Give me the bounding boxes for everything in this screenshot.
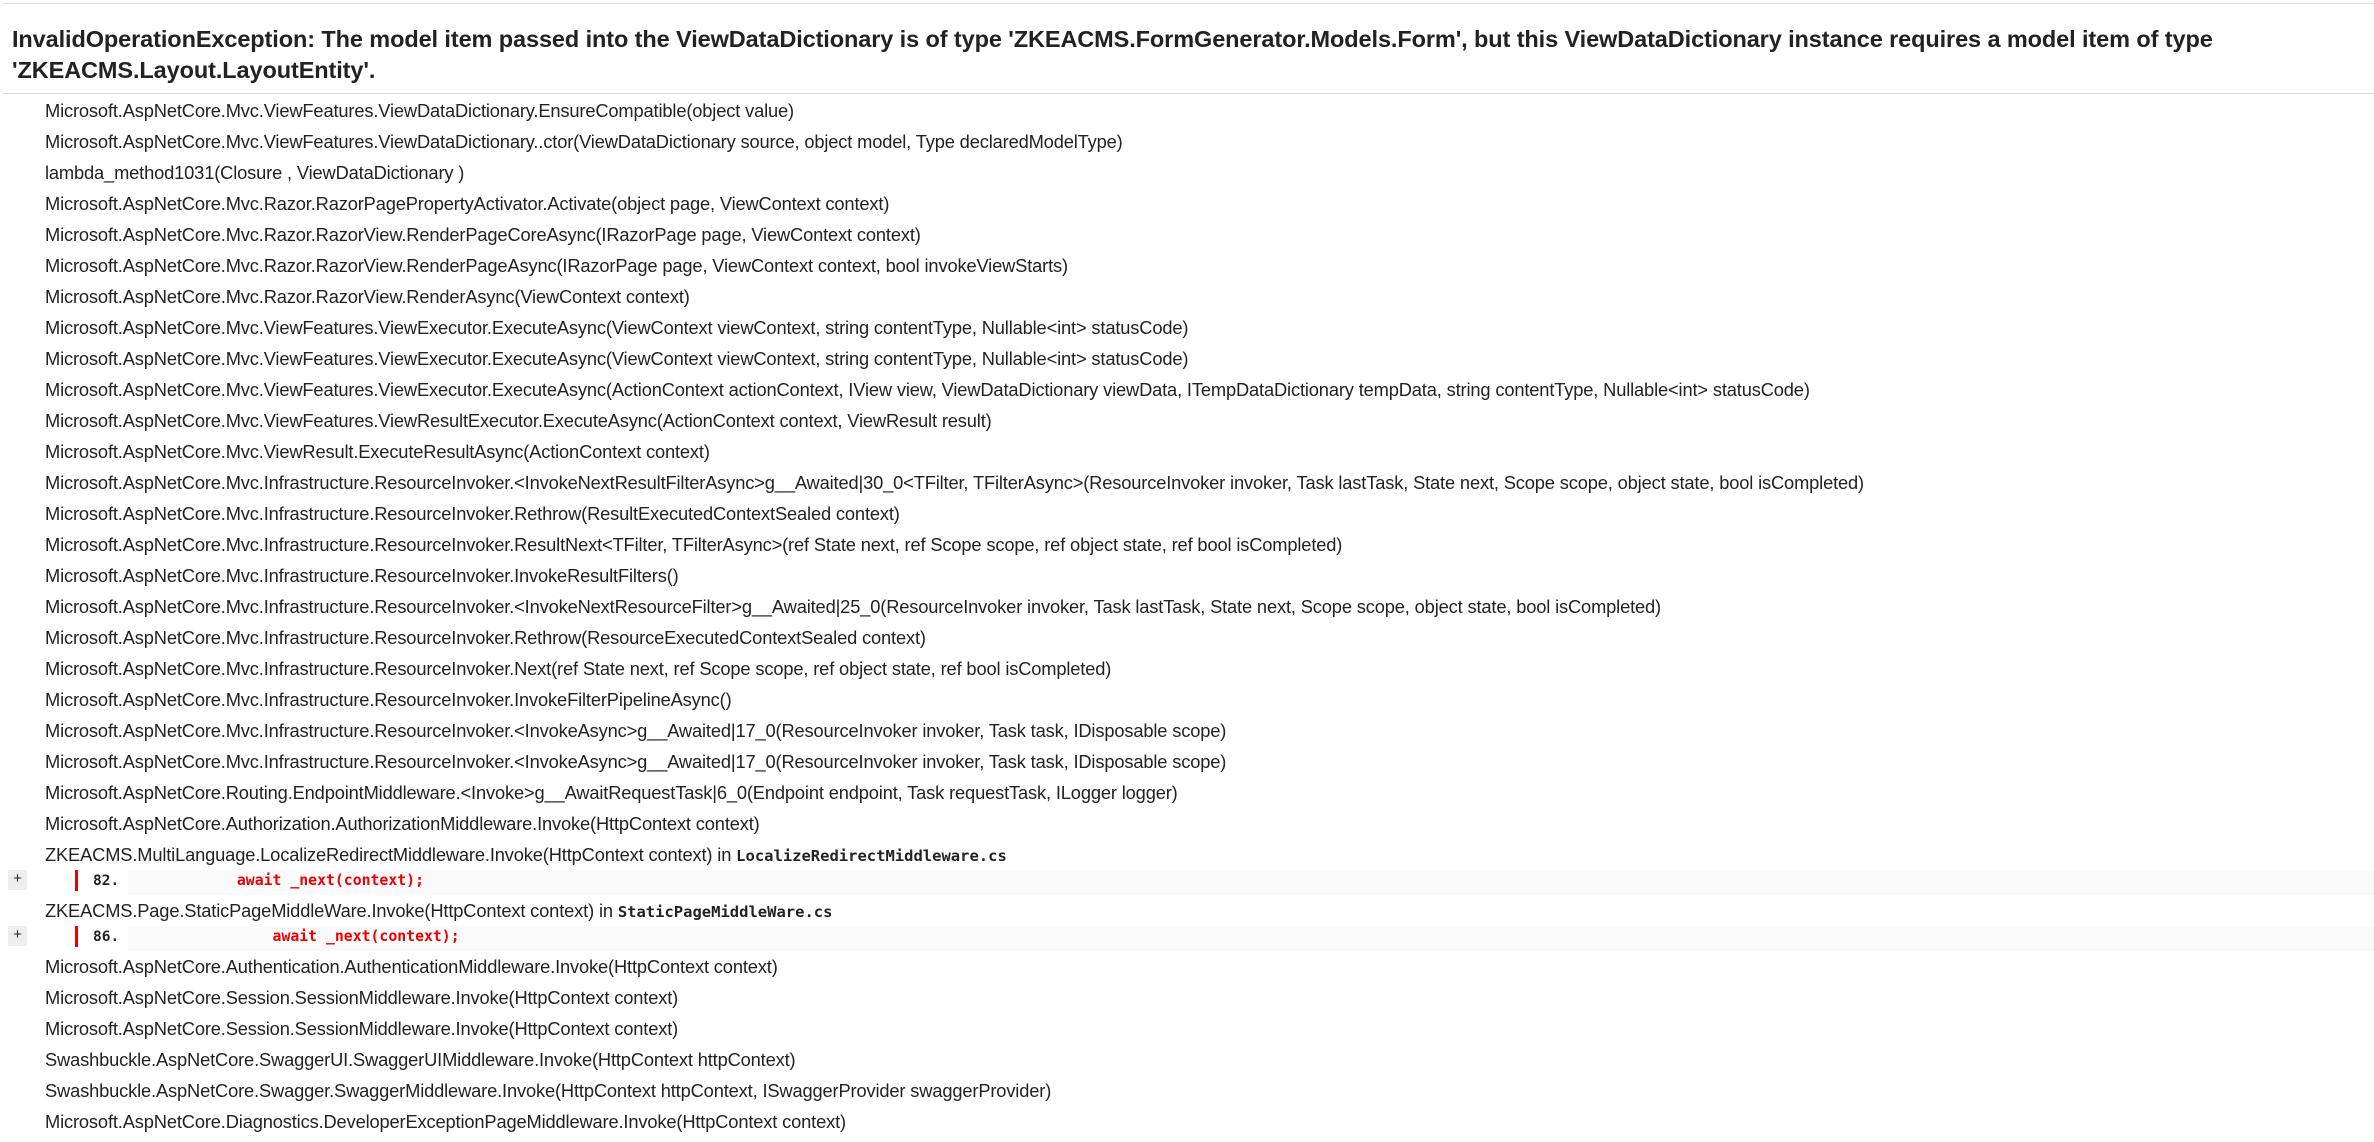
stack-frame: [0, 188, 2374, 219]
stack-frame: [0, 622, 2374, 653]
frame-method: Microsoft.AspNetCore.Mvc.Infrastructure.ResourceInvoker.<InvokeNextResourceFilter>g__Awaited|25_0(ResourceInvoker invoker, Task lastTask, State next, Scope scope, object state, bool isCompleted): [45, 596, 1661, 617]
stack-frame: [0, 1075, 2374, 1106]
source-error-line: await _next(context);: [130, 872, 424, 889]
frame-method: Microsoft.AspNetCore.Mvc.Razor.RazorView.RenderAsync(ViewContext context): [45, 286, 690, 307]
frame-source-file: StaticPageMiddleWare.cs: [617, 903, 833, 921]
frame-method: Microsoft.AspNetCore.Mvc.ViewFeatures.ViewDataDictionary.EnsureCompatible(object value): [45, 100, 794, 121]
stack-frame: [0, 95, 2374, 126]
stack-frame: [0, 951, 2374, 982]
stack-frame: [0, 250, 2374, 281]
stack-frame: [0, 157, 2374, 188]
stack-frame: [0, 715, 2374, 746]
source-snippet: [0, 870, 2374, 895]
stack-frame-with-source: [0, 839, 2374, 870]
frame-method: Microsoft.AspNetCore.Session.SessionMiddleware.Invoke(HttpContext context): [45, 1018, 679, 1039]
stack-trace-list: [0, 95, 2374, 1137]
frame-method: Swashbuckle.AspNetCore.Swagger.SwaggerMiddleware.Invoke(HttpContext httpContext, ISwaggerProvider swaggerProvider): [45, 1080, 1052, 1101]
stack-frame: [0, 560, 2374, 591]
frame-method: Microsoft.AspNetCore.Mvc.ViewFeatures.ViewExecutor.ExecuteAsync(ViewContext viewContext, string contentType, Nullable<int> statusCode): [45, 317, 1189, 338]
frame-method: Microsoft.AspNetCore.Mvc.Infrastructure.ResourceInvoker.Rethrow(ResourceExecutedContextSealed context): [45, 627, 926, 648]
frame-method: Microsoft.AspNetCore.Authentication.AuthenticationMiddleware.Invoke(HttpContext context): [45, 956, 778, 977]
stack-frame: [0, 498, 2374, 529]
frame-method: Microsoft.AspNetCore.Mvc.Infrastructure.ResourceInvoker.<InvokeAsync>g__Awaited|17_0(ResourceInvoker invoker, Task task, IDisposable scope): [45, 751, 1227, 772]
stack-frame: [0, 281, 2374, 312]
stack-frame: [0, 1044, 2374, 1075]
frame-method: Microsoft.AspNetCore.Mvc.Razor.RazorView.RenderPageAsync(IRazorPage page, ViewContext context, bool invokeViewStarts): [45, 255, 1068, 276]
stack-frame: [0, 343, 2374, 374]
frame-method: Swashbuckle.AspNetCore.SwaggerUI.SwaggerUIMiddleware.Invoke(HttpContext httpContext): [45, 1049, 796, 1070]
stack-frame: [0, 1013, 2374, 1044]
stack-frame: [0, 1106, 2374, 1137]
frame-method: Microsoft.AspNetCore.Authorization.AuthorizationMiddleware.Invoke(HttpContext context): [45, 813, 760, 834]
frame-method: Microsoft.AspNetCore.Mvc.ViewFeatures.ViewExecutor.ExecuteAsync(ViewContext viewContext, string contentType, Nullable<int> statusCode): [45, 348, 1189, 369]
frame-method: Microsoft.AspNetCore.Routing.EndpointMiddleware.<Invoke>g__AwaitRequestTask|6_0(Endpoint endpoint, Task requestTask, ILogger logger): [45, 782, 1178, 803]
stack-frame: [0, 653, 2374, 684]
frame-method: lambda_method1031(Closure , ViewDataDictionary ): [45, 162, 465, 183]
expand-source-button[interactable]: +: [8, 870, 27, 890]
frame-method: Microsoft.AspNetCore.Mvc.Infrastructure.ResourceInvoker.<InvokeAsync>g__Awaited|17_0(ResourceInvoker invoker, Task task, IDisposable scope): [45, 720, 1227, 741]
error-line-marker: [75, 926, 78, 947]
frame-method: Microsoft.AspNetCore.Mvc.Razor.RazorPagePropertyActivator.Activate(object page, ViewContext context): [45, 193, 890, 214]
stack-frame: [0, 436, 2374, 467]
frame-method: Microsoft.AspNetCore.Diagnostics.DeveloperExceptionPageMiddleware.Invoke(HttpContext context): [45, 1111, 846, 1132]
frame-method: ZKEACMS.Page.StaticPageMiddleWare.Invoke(HttpContext context): [45, 900, 595, 921]
frame-method: Microsoft.AspNetCore.Mvc.ViewResult.ExecuteResultAsync(ActionContext context): [45, 441, 710, 462]
stack-frame: [0, 405, 2374, 436]
stack-frame-with-source: [0, 895, 2374, 926]
frame-method: Microsoft.AspNetCore.Mvc.ViewFeatures.ViewExecutor.ExecuteAsync(ActionContext actionContext, IView view, ViewDataDictionary viewData, ITempDataDictionary tempData, string contentType, Nullable<int> statusCode): [45, 379, 1810, 400]
frame-method: Microsoft.AspNetCore.Mvc.Infrastructure.ResourceInvoker.<InvokeNextResultFilterAsync>g__Awaited|30_0<TFilter, TFilterAsync>(ResourceInvoker invoker, Task lastTask, State next, Scope scope, object state, bool isCompleted): [45, 472, 1864, 493]
frame-method: ZKEACMS.MultiLanguage.LocalizeRedirectMiddleware.Invoke(HttpContext context): [45, 844, 713, 865]
stack-frame: [0, 746, 2374, 777]
frame-in-label: in: [712, 844, 737, 865]
stack-frame: [0, 684, 2374, 715]
expand-source-button[interactable]: +: [8, 926, 27, 946]
stack-frame: [0, 529, 2374, 560]
source-line-number: 82.: [93, 873, 120, 889]
frame-method: Microsoft.AspNetCore.Session.SessionMiddleware.Invoke(HttpContext context): [45, 987, 679, 1008]
frame-method: Microsoft.AspNetCore.Mvc.Infrastructure.ResourceInvoker.InvokeResultFilters(): [45, 565, 679, 586]
error-line-marker: [75, 870, 78, 891]
frame-method: Microsoft.AspNetCore.Mvc.Infrastructure.ResourceInvoker.Next(ref State next, ref Scope scope, ref object state, ref bool isCompleted): [45, 658, 1112, 679]
stack-frame: [0, 777, 2374, 808]
frame-method: Microsoft.AspNetCore.Mvc.ViewFeatures.ViewDataDictionary..ctor(ViewDataDictionary source, object model, Type declaredModelType): [45, 131, 1123, 152]
exception-title: InvalidOperationException: The model item passed into the ViewDataDictionary is of type 'ZKEACMS.FormGenerator.Models.Form', but this ViewDataDictionary instance requires a model item of type 'ZKEACMS.Layout.LayoutEntity'.: [12, 26, 2213, 83]
stack-frame: [0, 219, 2374, 250]
frame-method: Microsoft.AspNetCore.Mvc.Razor.RazorView.RenderPageCoreAsync(IRazorPage page, ViewContext context): [45, 224, 921, 245]
source-line-number: 86.: [93, 929, 120, 945]
source-snippet: [0, 926, 2374, 951]
stack-frame: [0, 808, 2374, 839]
stack-frame: [0, 312, 2374, 343]
frame-method: Microsoft.AspNetCore.Mvc.Infrastructure.ResourceInvoker.Rethrow(ResultExecutedContextSealed context): [45, 503, 900, 524]
stack-frame: [0, 467, 2374, 498]
frame-method: Microsoft.AspNetCore.Mvc.Infrastructure.ResourceInvoker.InvokeFilterPipelineAsync(): [45, 689, 732, 710]
source-error-line: await _next(context);: [130, 928, 460, 945]
exception-header: [3, 3, 2374, 94]
frame-in-label: in: [594, 900, 618, 921]
stack-frame: [0, 591, 2374, 622]
stack-frame: [0, 374, 2374, 405]
frame-method: Microsoft.AspNetCore.Mvc.Infrastructure.ResourceInvoker.ResultNext<TFilter, TFilterAsync>(ref State next, ref Scope scope, ref object state, ref bool isCompleted): [45, 534, 1343, 555]
stack-frame: [0, 126, 2374, 157]
frame-method: Microsoft.AspNetCore.Mvc.ViewFeatures.ViewResultExecutor.ExecuteAsync(ActionContext context, ViewResult result): [45, 410, 992, 431]
frame-source-file: LocalizeRedirectMiddleware.cs: [736, 847, 1007, 865]
stack-frame: [0, 982, 2374, 1013]
